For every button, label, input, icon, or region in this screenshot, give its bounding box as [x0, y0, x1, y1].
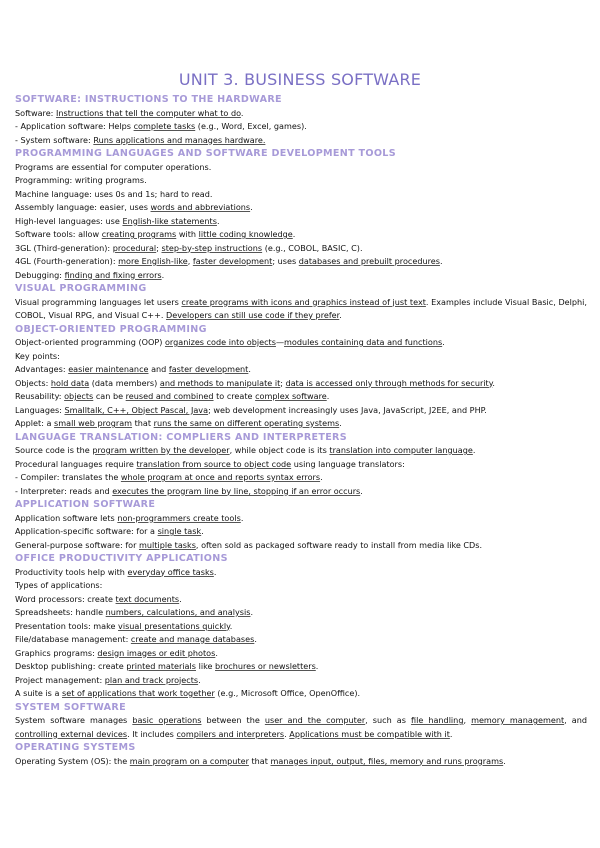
key-phrase: Instructions that tell the computer what to do: [55, 107, 241, 118]
section-heading-programming-languages: PROGRAMMING LANGUAGES AND SOFTWARE DEVELOPMENT TOOLS: [15, 148, 396, 159]
text-line: Productivity tools help with everyday office tasks.: [15, 566, 217, 577]
text-line: Object-oriented programming (OOP) organizes code into objects—modules containing data and functions.: [15, 337, 445, 347]
key-phrase: faster development: [192, 256, 273, 266]
text-line: Debugging: finding and fixing errors.: [15, 269, 165, 280]
text-line: Types of applications:: [15, 580, 103, 590]
text-line: Spreadsheets: handle numbers, calculations, and analysis.: [15, 607, 254, 617]
section-heading-oop: OBJECT-ORIENTED PROGRAMMING: [15, 323, 207, 335]
key-phrase: Runs applications and manages hardware.: [93, 134, 266, 145]
key-phrase: Smalltalk, C++, Object Pascal, Java: [64, 404, 209, 415]
text-line: 4GL (Fourth-generation): more English-like, faster development; uses databases and prebuilt procedures.: [15, 256, 443, 266]
text-line: - System software: Runs applications and manages hardware.: [15, 134, 266, 145]
section-heading-operating-systems: OPERATING SYSTEMS: [15, 742, 136, 753]
key-phrase: objects: [64, 391, 94, 401]
key-phrase: executes the program line by line, stopping if an error occurs: [112, 485, 361, 496]
key-phrase: compilers and interpreters: [176, 728, 285, 739]
text-line: Graphics programs: design images or edit photos.: [15, 647, 218, 658]
key-phrase: text documents: [115, 593, 180, 604]
key-phrase: translation from source to object code: [136, 458, 292, 469]
key-phrase: faster development: [168, 364, 249, 374]
text-line: A suite is a set of applications that work together (e.g., Microsoft Office, OpenOffice).: [15, 688, 361, 698]
key-phrase: whole program at once and reports syntax errors: [120, 472, 321, 482]
key-phrase: more English-like: [118, 256, 188, 266]
key-phrase: printed materials: [126, 661, 196, 671]
text-line: Project management: plan and track projects.: [15, 674, 201, 685]
text-line: Word processors: create text documents.: [15, 593, 182, 604]
key-phrase: file handling: [410, 715, 464, 725]
key-phrase: complex software: [255, 391, 327, 401]
text-line: Operating System (OS): the main program on a computer that manages input, output, files, memory and runs programs.: [15, 755, 506, 766]
key-phrase: design images or edit photos: [97, 647, 216, 658]
key-phrase: complete tasks: [133, 121, 196, 131]
key-phrase: creating programs: [101, 229, 177, 239]
section-heading-software: SOFTWARE: INSTRUCTIONS TO THE HARDWARE: [15, 94, 282, 105]
key-phrase: small web program: [54, 418, 133, 428]
section-heading-visual-programming: VISUAL PROGRAMMING: [15, 283, 147, 294]
key-phrase: visual presentations quickly: [118, 620, 230, 631]
section-heading-system-software: SYSTEM SOFTWARE: [15, 701, 126, 713]
section-heading-office-productivity: OFFICE PRODUCTIVITY APPLICATIONS: [15, 553, 228, 564]
text-line: General-purpose software: for multiple tasks, often sold as packaged software ready to install from media like CDs.: [15, 539, 483, 550]
key-phrase: Applications must be compatible with it: [289, 728, 450, 739]
text-line: Programming: writing programs.: [15, 175, 147, 185]
text-line: Assembly language: easier, uses words and abbreviations.: [15, 202, 253, 212]
text-line: Objects: hold data (data members) and methods to manipulate it; data is accessed only through methods for security.: [15, 377, 495, 388]
section-heading-application-software: APPLICATION SOFTWARE: [15, 499, 156, 510]
key-phrase: step-by-step instructions: [161, 242, 263, 253]
text-line: Languages: Smalltalk, C++, Object Pascal, Java; web development increasingly uses Java, JavaScript, J2EE, and PHP.: [15, 404, 487, 415]
key-phrase: program written by the developer: [92, 445, 230, 455]
key-phrase: reused and combined: [125, 391, 214, 401]
key-phrase: memory management: [471, 715, 565, 725]
key-phrase: data is accessed only through methods for security: [285, 377, 493, 388]
key-phrase: English-like statements: [122, 215, 217, 226]
text-line: Application-specific software: for a single task.: [15, 526, 204, 536]
text-line: File/database management: create and manage databases.: [15, 634, 257, 644]
text-line: - Compiler: translates the whole program at once and reports syntax errors.: [15, 472, 323, 482]
key-phrase: and methods to manipulate it: [159, 377, 281, 388]
key-phrase: basic operations: [132, 715, 202, 725]
key-phrase: translation into computer language: [329, 445, 473, 455]
key-phrase: hold data: [50, 377, 90, 388]
key-phrase: non-programmers create tools: [117, 512, 241, 523]
key-phrase: manages input, output, files, memory and runs programs: [270, 755, 504, 766]
text-line: Presentation tools: make visual presentations quickly.: [15, 620, 233, 631]
page-title: UNIT 3. BUSINESS SOFTWARE: [178, 70, 422, 89]
key-phrase: set of applications that work together: [62, 688, 215, 698]
paragraph: System software manages basic operations between the user and the computer, such as file handling, memory management, and controlling external devices. It includes compilers and interpreters. Applications must be compatible with it.: [15, 715, 587, 739]
text-line: Source code is the program written by the developer, while object code is its translation into computer language.: [15, 445, 476, 455]
paragraph: Visual programming languages let users create programs with icons and graphics instead of just text. Examples include Visual Basic, Delphi, COBOL, Visual RPG, and Visual C++. Developers can still use code if they prefer.: [15, 296, 587, 320]
text-line: 3GL (Third-generation): procedural; step-by-step instructions (e.g., COBOL, BASIC, C).: [15, 242, 363, 253]
key-phrase: single task: [157, 526, 202, 536]
key-phrase: easier maintenance: [68, 364, 149, 374]
text-line: - Interpreter: reads and executes the program line by line, stopping if an error occurs.: [15, 485, 363, 496]
key-phrase: words and abbreviations: [150, 202, 251, 212]
text-line: Procedural languages require translation from source to object code using language translators:: [15, 458, 405, 469]
key-phrase: finding and fixing errors: [64, 269, 162, 280]
key-phrase: create programs with icons and graphics instead of just text: [181, 296, 426, 307]
text-line: High-level languages: use English-like statements.: [15, 215, 220, 226]
key-phrase: organizes code into objects: [164, 337, 276, 347]
key-phrase: everyday office tasks: [127, 566, 214, 577]
document-body: [15, 93, 587, 768]
key-phrase: multiple tasks: [139, 539, 196, 550]
key-phrase: Developers can still use code if they prefer: [166, 310, 340, 320]
text-line: Machine language: uses 0s and 1s; hard to read.: [15, 188, 213, 199]
text-line: Key points:: [15, 350, 60, 361]
text-line: Reusability: objects can be reused and combined to create complex software.: [15, 391, 330, 401]
text-line: Applet: a small web program that runs the same on different operating systems.: [15, 418, 342, 428]
text-line: Software: Instructions that tell the computer what to do.: [15, 107, 244, 118]
key-phrase: main program on a computer: [129, 755, 249, 766]
key-phrase: user and the computer: [264, 715, 366, 725]
key-phrase: little coding knowledge: [198, 229, 293, 239]
key-phrase: modules containing data and functions: [284, 337, 443, 347]
key-phrase: procedural: [112, 242, 157, 253]
text-line: Advantages: easier maintenance and faster development.: [15, 364, 251, 374]
text-line: Desktop publishing: create printed materials like brochures or newsletters.: [15, 661, 319, 671]
key-phrase: numbers, calculations, and analysis: [105, 607, 251, 617]
text-line: - Application software: Helps complete tasks (e.g., Word, Excel, games).: [15, 121, 307, 131]
key-phrase: brochures or newsletters: [215, 661, 316, 671]
text-line: Software tools: allow creating programs with little coding knowledge.: [15, 229, 296, 239]
key-phrase: plan and track projects: [104, 674, 199, 685]
key-phrase: create and manage databases: [130, 634, 255, 644]
key-phrase: runs the same on different operating systems: [153, 418, 340, 428]
text-line: Programs are essential for computer operations.: [15, 161, 212, 172]
key-phrase: databases and prebuilt procedures: [298, 256, 440, 266]
text-line: Application software lets non-programmers create tools.: [15, 512, 244, 523]
section-heading-language-translation: LANGUAGE TRANSLATION: COMPLIERS AND INTERPRETERS: [15, 431, 347, 443]
key-phrase: controlling external devices: [15, 728, 128, 739]
